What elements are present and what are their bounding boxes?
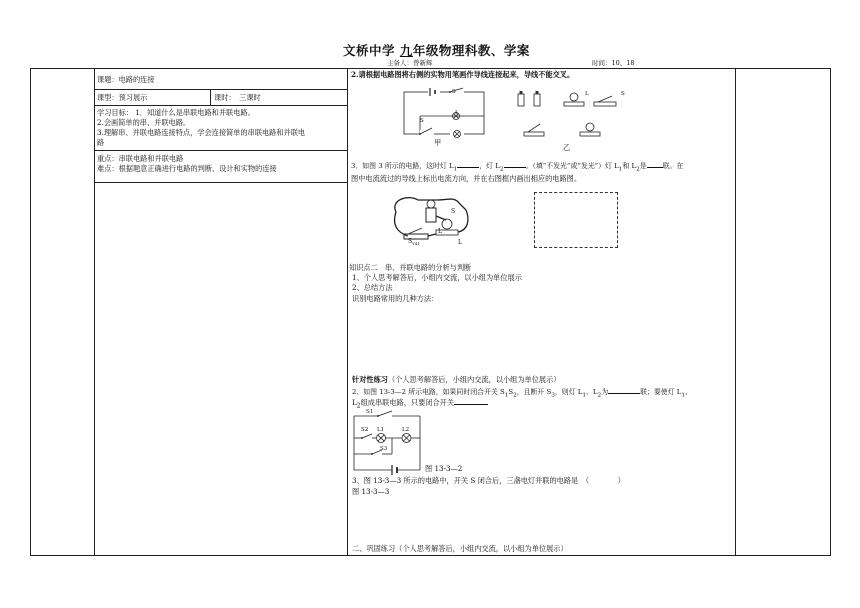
lesson-hours: 课时： 三课时 xyxy=(214,93,261,102)
fig-b-switch-label: S xyxy=(621,91,625,97)
learning-goal-3: 3.理解串、并联电路连接特点，学会连接简单的串联电路和并联电 xyxy=(97,128,306,137)
question-2-title: 2.请根据电路图将右侧的实物用笔画作导线连接起来，导线不能交叉。 xyxy=(351,70,575,79)
learning-goal-2: 2.会画简单的串、并联电路。 xyxy=(97,118,191,127)
fig-a-switch2-label: S xyxy=(420,118,424,124)
fig-13-3-2-l2-label: L2 xyxy=(402,427,410,433)
lesson-type: 课型：预习展示 xyxy=(97,93,148,102)
fig3-switch-label: S xyxy=(451,208,456,215)
knowledge-point-2-title: 知识点二 串、并联电路的分析与判断 xyxy=(349,263,472,272)
practice-3-line-1: 3、图 13-3—3 所示的电路中，开关 S 闭合后，三盏电灯并联的电路是 （ ） xyxy=(352,476,625,485)
page-title xyxy=(343,41,530,59)
knowledge-point-2-item-2: 2、总结方法 xyxy=(352,283,393,292)
fig3-switch-bottom-label: $S_{Y41}$ xyxy=(408,238,420,247)
figure-13-3-2-caption: 图 13-3—2 xyxy=(425,464,463,473)
figure-3-real-circuit xyxy=(388,190,478,248)
fig-a-switch-label: S xyxy=(452,89,456,95)
fig-b-lamp-label: L xyxy=(585,91,589,97)
components-b xyxy=(514,88,624,148)
consolidation-title: 二、巩固练习（个人思考解答后，小组内交流，以小组为单位展示） xyxy=(352,544,568,553)
knowledge-point-2-item-1: 1、个人思考解答后，小组内交流，以小组为单位展示 xyxy=(352,273,522,282)
fig-13-3-2-s2-label: S2 xyxy=(361,427,369,433)
fig-13-3-2-s3-label: S3 xyxy=(380,446,388,452)
learning-goal-3-cont: 路 xyxy=(97,138,105,147)
practice-title: 针对性练习（个人思考解答后，小组内交流，以小组为单位展示） xyxy=(352,375,561,384)
fig-a-lamp-label: L xyxy=(455,110,459,116)
subject: 年级物理科教、学案 xyxy=(412,43,530,58)
lesson-topic: 课题：电路的连接 xyxy=(97,75,155,84)
practice-3-line-2: 图 13-3—3 xyxy=(352,487,390,496)
practice-2-line-1: 2、如图 13-3—2 所示电路，如果同时闭合开关 $S_1S_2$，且断开 $S_3$，则灯 $L_1$、$L_2$为 联；要使灯 $L_1$、 xyxy=(352,388,692,399)
preparer: 主备人：曾新辉 xyxy=(387,59,433,67)
figure-13-3-2-circuit xyxy=(352,410,432,472)
difficulty: 难点：根据题意正确进行电路的判断、设计和实物的连接 xyxy=(97,164,277,173)
fig-b-label: 乙 xyxy=(563,143,571,152)
fig-a-label: 甲 xyxy=(434,138,442,147)
practice-2-line-2: $L_2$组成串联电路，只要闭合开关 xyxy=(352,397,488,411)
question-3-line-1: 3．如图 3 所示的电路，这时灯 $L_1$ ，灯 $L_2$ 。（填“不发光”或“发光”）灯 $L_1$和 $L_2$是 联。在 xyxy=(351,162,684,173)
fig3-lamp-bottom-label: L xyxy=(458,239,462,246)
knowledge-point-2-item-3: 识别电路常用的几种方法： xyxy=(352,294,439,303)
fig3-lamp-label: L xyxy=(438,228,442,235)
date: 时间：10、18 xyxy=(592,59,635,67)
school-name: 文桥中学 xyxy=(343,43,396,58)
grade: 九 xyxy=(399,43,413,58)
circuit-diagram-a xyxy=(400,88,490,146)
question-3-line-2: 图中电流流过的导线上标出电流方向，并在右图框内画出相应的电路图。 xyxy=(351,174,582,183)
key-point: 重点：串联电路和并联电路 xyxy=(97,154,184,163)
circuit-drawing-box xyxy=(534,192,618,248)
learning-goal-1: 学习目标： 1．知道什么是串联电路和并联电路。 xyxy=(97,108,255,117)
fig-13-3-2-l1-label: L1 xyxy=(377,427,385,433)
fig-13-3-2-s1-label: S1 xyxy=(366,409,374,415)
